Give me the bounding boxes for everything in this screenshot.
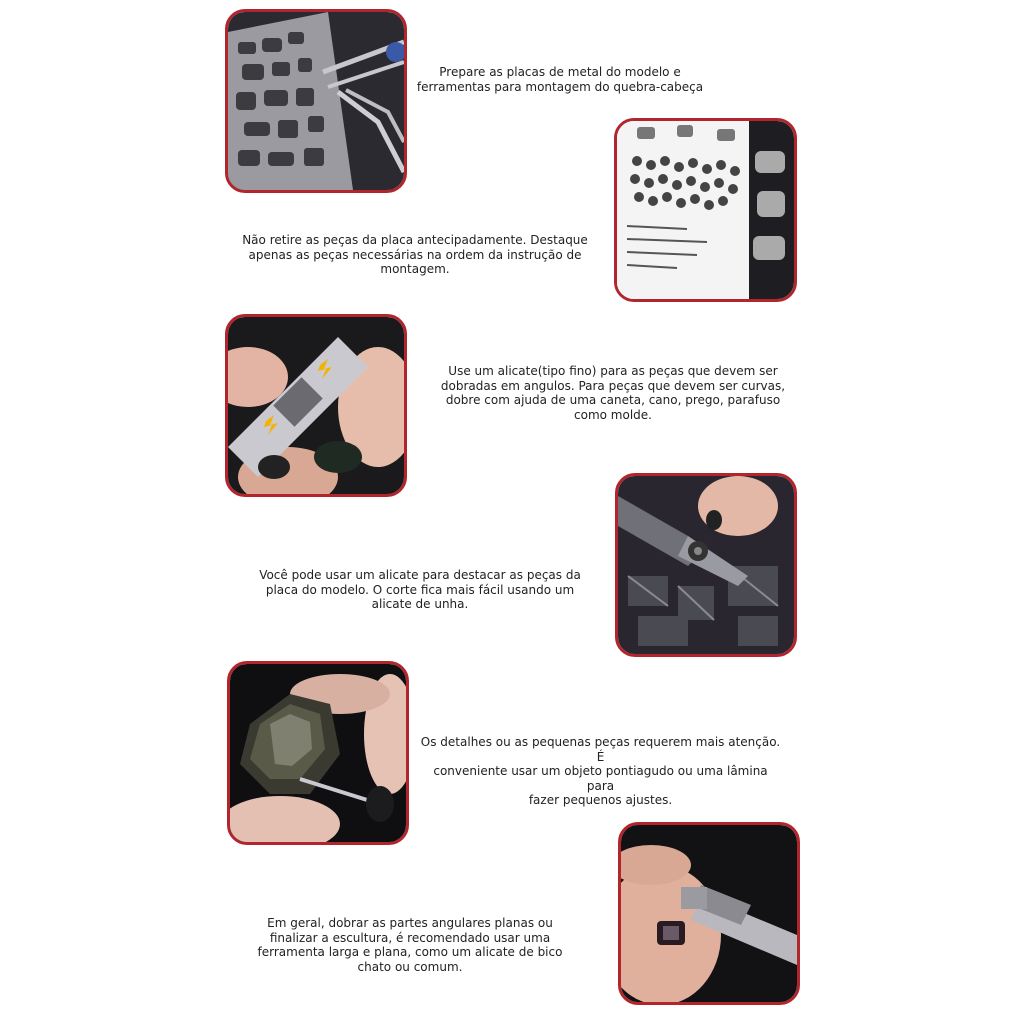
flat-plier-photo <box>618 822 800 1005</box>
step-5-text: Os detalhes ou as pequenas peças requerem mais atenção. É conveniente usar um objeto pontiagudo ou uma lâmina para fazer pequenos ajustes. <box>420 735 781 807</box>
step-6-text: Em geral, dobrar as partes angulares planas ou finalizar a escultura, é recomendado usar uma ferramenta larga e plana, como um alicate de bico chato ou comum. <box>257 916 563 974</box>
bending-with-pen-photo <box>225 314 407 497</box>
metal-sheets-and-pliers-photo <box>225 9 407 193</box>
step-2-text: Não retire as peças da placa antecipadamente. Destaque apenas as peças necessárias na ordem da instrução de montagem. <box>242 233 588 276</box>
step-3-text: Use um alicate(tipo fino) para as peças que devem ser dobradas em angulos. Para peças que devem ser curvas, dobre com ajuda de uma caneta, cano, prego, parafuso como molde. <box>440 364 786 422</box>
detail-adjustment-photo <box>227 661 409 845</box>
cutting-with-nippers-photo <box>615 473 797 657</box>
instruction-sheet-photo <box>614 118 797 302</box>
step-4-text: Você pode usar um alicate para destacar as peças da placa do modelo. O corte fica mais fácil usando um alicate de unha. <box>259 568 581 611</box>
step-1-text: Prepare as placas de metal do modelo e ferramentas para montagem do quebra-cabeça <box>416 65 704 94</box>
